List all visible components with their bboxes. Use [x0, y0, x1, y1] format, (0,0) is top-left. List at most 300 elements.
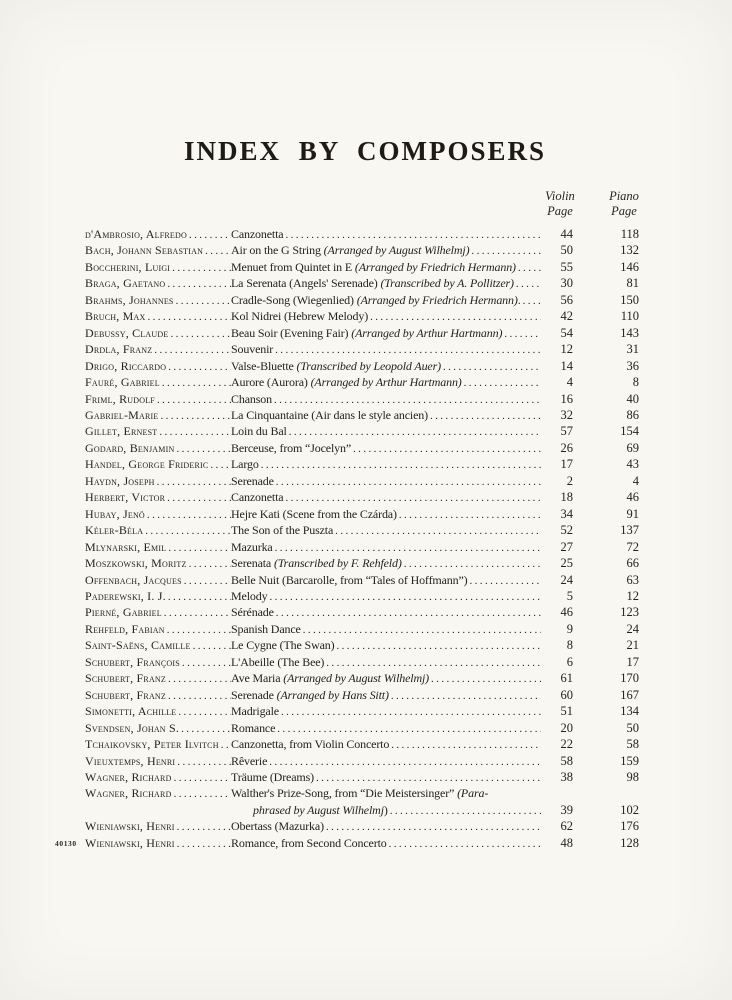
dot-leader — [165, 276, 231, 292]
title-fragment: Ave Maria — [231, 671, 284, 686]
dot-leader — [273, 540, 541, 556]
composer-name-cell — [85, 638, 231, 654]
composer-name-cell — [85, 457, 231, 473]
dot-leader — [143, 523, 231, 539]
index-row — [85, 803, 645, 819]
arranger-credit: (Arranged by August Wilhelmj) — [283, 671, 430, 686]
arranger-credit: (Transcribed by F. Rehfeld) — [273, 556, 402, 571]
composer-name-cell — [85, 704, 231, 720]
composer-name: Hubay, Jenö — [85, 506, 145, 521]
violin-page-number: 5 — [566, 588, 573, 603]
dot-leader — [174, 441, 231, 457]
index-row — [85, 655, 645, 671]
violin-page-number: 8 — [566, 638, 573, 653]
violin-page-number: 57 — [560, 424, 573, 439]
dot-leader — [158, 408, 231, 424]
composer-name-cell — [85, 490, 231, 506]
piece-title — [231, 309, 368, 324]
piece-title — [231, 622, 301, 637]
piece-title-cell — [231, 260, 541, 276]
composer-name-cell — [85, 507, 231, 523]
composer-name: Wieniawski, Henri — [85, 819, 175, 834]
index-row — [85, 326, 645, 342]
dot-leader — [287, 424, 541, 440]
piano-page-number: 66 — [626, 556, 639, 571]
piece-title — [231, 523, 333, 538]
piece-title-cell — [231, 424, 541, 440]
title-fragment: Sérénade — [231, 605, 274, 620]
dot-leader — [387, 836, 541, 852]
title-fragment: Mazurka — [231, 539, 273, 554]
dot-leader — [166, 359, 231, 375]
violin-page-number: 50 — [560, 243, 573, 258]
dot-leader — [267, 589, 541, 605]
composer-name-cell — [85, 441, 231, 457]
piece-title-cell — [231, 589, 541, 605]
piece-title — [231, 688, 389, 703]
title-fragment: Kol Nidrei (Hebrew Melody) — [231, 309, 369, 324]
dot-leader — [521, 293, 541, 309]
violin-page-number: 14 — [560, 358, 573, 373]
violin-page-number: 62 — [560, 819, 573, 834]
piano-page-number: 137 — [620, 523, 639, 538]
piano-page-number: 81 — [626, 276, 639, 291]
piano-page-number: 63 — [626, 572, 639, 587]
index-row — [85, 819, 645, 835]
violin-page-number: 2 — [566, 473, 573, 488]
arranger-credit: (Arranged by Friedrich Hermann) — [354, 259, 516, 274]
piece-title-cell — [231, 507, 541, 523]
composer-name-cell — [85, 293, 231, 309]
arranger-credit: (Arranged by Friedrich Hermann) — [356, 292, 518, 307]
index-row — [85, 770, 645, 786]
composer-name: Tchaikovsky, Peter Ilvitch — [85, 737, 219, 752]
index-row — [85, 309, 645, 325]
dot-leader — [166, 671, 231, 687]
piece-title-cell — [231, 754, 541, 770]
dot-leader — [441, 359, 541, 375]
composer-name-cell — [85, 770, 231, 786]
piano-page-number: 58 — [626, 737, 639, 752]
violin-page-number: 44 — [560, 227, 573, 241]
violin-page-number: 6 — [566, 654, 573, 669]
violin-page-number: 25 — [560, 556, 573, 571]
piano-page-number: 86 — [626, 407, 639, 422]
dot-leader — [145, 507, 231, 523]
arranger-credit: (Arranged by Arthur Hartmann) — [351, 325, 503, 340]
composer-name-cell — [85, 342, 231, 358]
index-row — [85, 737, 645, 753]
composer-name: Moszkowski, Moritz — [85, 556, 187, 571]
piece-title-cell — [231, 276, 541, 292]
dot-leader — [174, 293, 231, 309]
composer-name-cell — [85, 721, 231, 737]
composer-index-list — [85, 227, 645, 852]
arranger-credit: (Arranged by Hans Sitt) — [276, 687, 389, 702]
piano-page-number: 31 — [626, 342, 639, 357]
violin-page-number: 55 — [560, 259, 573, 274]
composer-name-cell — [85, 243, 231, 259]
arranger-credit: (Arranged by August Wilhelmj) — [323, 243, 470, 258]
violin-page-number: 61 — [560, 671, 573, 686]
piece-title-cell — [231, 819, 541, 835]
index-row — [85, 836, 645, 852]
composer-name-cell — [85, 622, 231, 638]
dot-leader — [275, 721, 541, 737]
composer-name: Paderewski, I. J. — [85, 588, 166, 603]
piece-title — [231, 342, 273, 357]
piece-title-cell — [231, 326, 541, 342]
composer-name: Bruch, Max — [85, 309, 146, 324]
piece-title — [231, 227, 283, 242]
dot-leader — [301, 622, 541, 638]
dot-leader — [170, 260, 231, 276]
title-fragment: The Son of the Puszta — [231, 523, 334, 538]
title-fragment: Menuet from Quintet in E — [231, 259, 355, 274]
title-fragment: Spanish Dance — [231, 621, 301, 636]
arranger-credit: (Transcribed by Leopold Auer) — [296, 358, 441, 373]
index-row — [85, 638, 645, 654]
composer-name: Haydn, Joseph — [85, 473, 155, 488]
violin-header-line1: Violin — [545, 189, 575, 203]
piano-page-number: 143 — [620, 325, 639, 340]
index-row — [85, 424, 645, 440]
piece-title — [231, 408, 428, 423]
dot-leader — [428, 408, 541, 424]
piano-page-number: 154 — [620, 424, 639, 439]
violin-page-number: 56 — [560, 292, 573, 307]
piano-page-number: 17 — [626, 654, 639, 669]
dot-leader — [469, 243, 541, 259]
piano-page-number: 170 — [620, 671, 639, 686]
piece-title — [231, 704, 279, 719]
title-fragment: Rêverie — [231, 753, 268, 768]
index-row — [85, 243, 645, 259]
dot-leader — [514, 276, 541, 292]
piano-page-number: 132 — [620, 243, 639, 258]
composer-name: Simonetti, Achille — [85, 704, 177, 719]
composer-name-cell — [85, 819, 231, 835]
dot-leader — [468, 573, 542, 589]
composer-name: Fauré, Gabriel — [85, 375, 160, 390]
violin-page-number: 27 — [560, 539, 573, 554]
piano-page-number: 128 — [620, 835, 639, 850]
composer-name-cell — [85, 786, 231, 802]
index-row — [85, 589, 645, 605]
composer-name: Drdla, Franz — [85, 342, 153, 357]
title-fragment: Chanson — [231, 391, 272, 406]
title-fragment: Canzonetta — [231, 227, 284, 241]
piece-title-cell — [231, 622, 541, 638]
composer-name-cell — [85, 737, 231, 753]
violin-page-number: 30 — [560, 276, 573, 291]
piece-title-cell — [231, 408, 541, 424]
violin-page-number: 34 — [560, 506, 573, 521]
piano-page-column-header — [592, 189, 656, 219]
dot-leader — [368, 309, 541, 325]
arranger-credit: phrased by August Wilhelmj — [253, 802, 384, 817]
title-fragment: L'Abeille (The Bee) — [231, 654, 325, 669]
index-row — [85, 721, 645, 737]
index-row — [85, 605, 645, 621]
dot-leader — [179, 721, 231, 737]
dot-leader — [187, 556, 231, 572]
dot-leader — [274, 474, 541, 490]
composer-name-cell — [85, 556, 231, 572]
piece-title-cell — [231, 573, 541, 589]
piece-title-cell — [231, 786, 541, 801]
arranger-credit: (Para- — [457, 786, 489, 801]
dot-leader — [166, 589, 231, 605]
composer-name: Herbert, Victor — [85, 490, 166, 505]
index-row — [85, 704, 645, 720]
violin-page-number: 26 — [560, 440, 573, 455]
piece-title-cell — [231, 392, 541, 408]
piano-page-number: 150 — [620, 292, 639, 307]
composer-name: Mlynarski, Emil — [85, 539, 167, 554]
piece-title-cell — [231, 704, 541, 720]
piece-title-cell — [231, 605, 541, 621]
composer-name: Saint-Saëns, Camille — [85, 638, 191, 653]
index-row — [85, 573, 645, 589]
dot-leader — [145, 309, 231, 325]
piece-title — [231, 457, 259, 472]
violin-header-line2: Page — [547, 204, 573, 218]
composer-name-cell — [85, 408, 231, 424]
piece-title-cell — [231, 737, 541, 753]
plate-number: 40130 — [55, 839, 77, 848]
title-fragment: ) — [383, 802, 388, 817]
piano-page-number: 98 — [626, 769, 639, 784]
index-row — [85, 671, 645, 687]
index-row — [85, 688, 645, 704]
piece-title — [231, 490, 283, 505]
index-row — [85, 540, 645, 556]
title-fragment: Beau Soir (Evening Fair) — [231, 325, 352, 340]
piece-title-cell — [231, 688, 541, 704]
piece-title — [231, 243, 469, 258]
title-fragment: La Serenata (Angels' Serenade) — [231, 276, 381, 291]
index-row — [85, 507, 645, 523]
index-row — [85, 786, 645, 802]
dot-leader — [175, 754, 231, 770]
composer-name: Bach, Johann Sebastian — [85, 243, 204, 258]
piece-title — [231, 786, 488, 801]
dot-leader — [175, 819, 231, 835]
composer-name-cell — [85, 359, 231, 375]
composer-name: Gabriel-Marie — [85, 407, 159, 422]
piece-title — [231, 573, 468, 588]
index-row — [85, 276, 645, 292]
piece-title-cell — [231, 770, 541, 786]
composer-name-cell — [85, 326, 231, 342]
piece-title — [231, 754, 267, 769]
piano-page-number: 110 — [620, 309, 639, 324]
violin-page-number: 39 — [560, 802, 573, 817]
piece-title — [231, 770, 314, 785]
composer-name: d'Ambrosio, Alfredo — [85, 227, 187, 241]
dot-leader — [180, 655, 231, 671]
dot-leader — [259, 457, 541, 473]
title-fragment: . — [517, 292, 521, 307]
composer-name-cell — [85, 605, 231, 621]
title-fragment: Obertass (Mazurka) — [231, 819, 324, 834]
composer-name: Wagner, Richard — [85, 786, 172, 801]
dot-leader — [324, 655, 541, 671]
piece-title-cell — [231, 243, 541, 259]
title-fragment: Serenata — [231, 556, 274, 571]
piece-title-cell — [231, 490, 541, 506]
violin-page-number: 4 — [566, 375, 573, 390]
piece-title-cell — [231, 638, 541, 654]
dot-leader — [219, 737, 231, 753]
violin-page-number: 20 — [560, 720, 573, 735]
dot-leader — [208, 457, 231, 473]
composer-name: Drigo, Riccardo — [85, 358, 167, 373]
composer-name: Pierné, Gabriel — [85, 605, 162, 620]
dot-leader — [274, 605, 541, 621]
composer-name: Brahms, Johannes — [85, 292, 174, 307]
title-fragment: Canzonetta — [231, 490, 284, 505]
title-fragment: Berceuse, from “Jocelyn” — [231, 440, 352, 455]
page-title: INDEX BY COMPOSERS — [183, 136, 547, 166]
violin-page-number: 17 — [560, 457, 573, 472]
violin-page-number: 22 — [560, 737, 573, 752]
piece-title-cell — [231, 375, 541, 391]
composer-name: Friml, Rudolf — [85, 391, 155, 406]
piano-page-number: 146 — [620, 259, 639, 274]
piece-title — [231, 276, 514, 291]
index-row — [85, 392, 645, 408]
composer-name-cell — [85, 655, 231, 671]
dot-leader — [273, 342, 541, 358]
dot-leader — [429, 671, 541, 687]
piece-title-cell — [231, 457, 541, 473]
dot-leader — [283, 490, 541, 506]
piano-page-number: 8 — [632, 375, 639, 390]
title-fragment: Hejre Kati (Scene from the Czárda) — [231, 506, 397, 521]
piece-title — [231, 474, 274, 489]
title-fragment: Romance, from Second Concerto — [231, 835, 387, 850]
dot-leader — [324, 819, 541, 835]
violin-page-number: 16 — [560, 391, 573, 406]
dot-leader — [176, 704, 231, 720]
piano-page-number — [573, 786, 645, 801]
piano-page-number: 159 — [620, 753, 639, 768]
piece-title-cell — [231, 359, 541, 375]
dot-leader — [187, 227, 231, 243]
composer-name: Debussy, Claude — [85, 325, 169, 340]
piece-title — [231, 803, 388, 818]
dot-leader — [333, 523, 541, 539]
piece-title-cell — [231, 293, 541, 309]
composer-name-cell — [85, 260, 231, 276]
dot-leader — [160, 375, 231, 391]
composer-name-cell — [85, 309, 231, 325]
index-row — [85, 457, 645, 473]
composer-name-cell — [85, 589, 231, 605]
piano-page-number: 102 — [620, 802, 639, 817]
dot-leader — [314, 770, 541, 786]
piece-title — [231, 441, 351, 456]
violin-page-number: 58 — [560, 753, 573, 768]
piano-page-number: 69 — [626, 440, 639, 455]
piece-title — [231, 260, 516, 275]
piece-title-cell — [231, 836, 541, 852]
piece-title — [231, 737, 389, 752]
composer-name: Rehfeld, Fabian — [85, 621, 165, 636]
title-fragment: Madrigale — [231, 704, 279, 719]
piano-page-number: 4 — [632, 473, 639, 488]
violin-page-number: 54 — [560, 325, 573, 340]
index-row — [85, 490, 645, 506]
composer-name-cell — [85, 276, 231, 292]
composer-name-cell — [85, 424, 231, 440]
index-row — [85, 293, 645, 309]
piece-title — [231, 605, 274, 620]
composer-name-cell — [85, 671, 231, 687]
title-fragment: Serenade — [231, 473, 274, 488]
title-fragment: Aurore (Aurora) — [231, 375, 311, 390]
piece-title-cell — [231, 671, 541, 687]
title-fragment: Canzonetta, from Violin Concerto — [231, 737, 390, 752]
dot-leader — [191, 638, 231, 654]
composer-name-cell — [85, 392, 231, 408]
piece-title-cell — [231, 523, 541, 539]
violin-page-number: 9 — [566, 621, 573, 636]
violin-page-number: 52 — [560, 523, 573, 538]
piano-page-number: 43 — [626, 457, 639, 472]
piece-title-cell — [231, 540, 541, 556]
piano-page-number: 123 — [620, 605, 639, 620]
piano-header-line2: Page — [611, 204, 637, 218]
piano-page-number: 46 — [626, 490, 639, 505]
index-row — [85, 342, 645, 358]
piece-title — [231, 424, 287, 439]
index-row — [85, 441, 645, 457]
index-row — [85, 523, 645, 539]
piece-title — [231, 293, 521, 308]
violin-page-number: 42 — [560, 309, 573, 324]
piano-page-number: 12 — [626, 588, 639, 603]
piece-title — [231, 638, 334, 653]
piano-page-number: 21 — [626, 638, 639, 653]
piece-title — [231, 836, 387, 851]
dot-leader — [267, 754, 541, 770]
title-fragment: Loin du Bal — [231, 424, 287, 439]
composer-name-cell — [85, 474, 231, 490]
dot-leader — [172, 786, 231, 802]
piano-page-number: 72 — [626, 539, 639, 554]
violin-page-number: 60 — [560, 687, 573, 702]
dot-leader — [166, 540, 231, 556]
composer-name-cell — [85, 688, 231, 704]
dot-leader — [389, 688, 541, 704]
piece-title-cell — [231, 474, 541, 490]
piano-header-line1: Piano — [609, 189, 639, 203]
dot-leader — [203, 243, 231, 259]
title-fragment: Cradle-Song (Wiegenlied) — [231, 292, 357, 307]
piece-title — [231, 375, 462, 390]
dot-leader — [168, 326, 231, 342]
index-row — [85, 474, 645, 490]
piece-title-cell — [231, 721, 541, 737]
dot-leader — [157, 424, 231, 440]
title-fragment: Serenade — [231, 687, 277, 702]
piece-title — [231, 671, 429, 686]
dot-leader — [351, 441, 541, 457]
dot-leader — [279, 704, 541, 720]
